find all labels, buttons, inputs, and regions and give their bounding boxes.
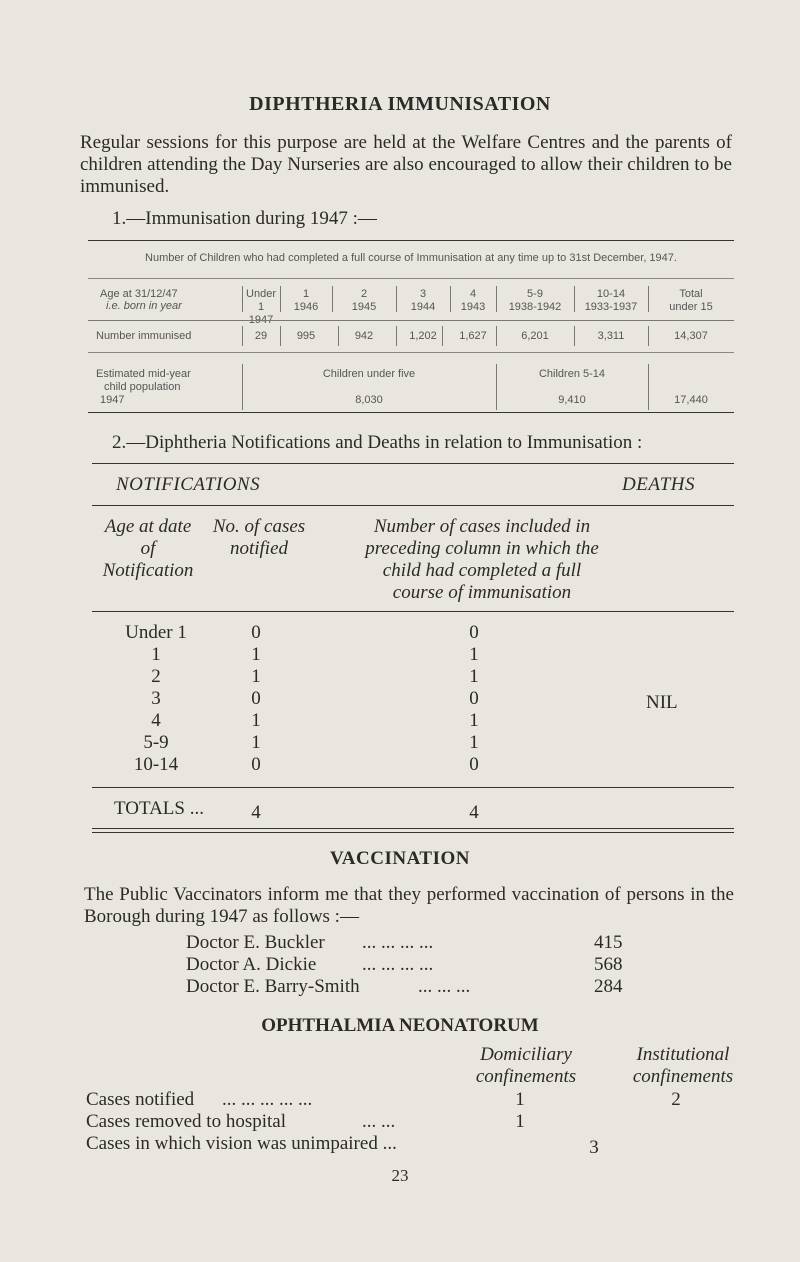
list-item: Doctor E. Buckler ... ... ... ... 415 [186, 932, 623, 953]
domiciliary-header: Domiciliary confinements [475, 1044, 577, 1087]
under-five-value: 8,030 [355, 394, 383, 406]
totals-immunised: 4 [469, 802, 479, 823]
list-item: Doctor E. Barry-Smith ... ... ... 284 [186, 976, 623, 997]
col-cases-header: No. of cases notified [212, 516, 306, 559]
col-age5-9: 5-9 1938-1942 [508, 288, 562, 313]
table-row: Cases notified ... ... ... ... ... 1 2 [86, 1089, 681, 1110]
five-fourteen-value: 9,410 [558, 394, 586, 406]
table-row: 4 1 1 [151, 710, 479, 731]
immunised-under1: 29 [254, 330, 268, 342]
page-title: DIPHTHERIA IMMUNISATION [249, 93, 551, 115]
col-age4: 4 1943 [460, 288, 486, 313]
five-fourteen-label: Children 5-14 [538, 368, 606, 380]
totals-notified: 4 [251, 802, 261, 823]
col-age3: 3 1944 [410, 288, 436, 313]
age-label: Age at 31/12/47 [100, 288, 178, 300]
table-row: Under 1 0 0 [125, 622, 479, 643]
immunised-age1: 995 [296, 330, 316, 342]
section1-heading: 1.—Immunisation during 1947 :— [112, 208, 377, 229]
vaccinators-list [0, 932, 800, 998]
population-label: Estimated mid-year child population 1947 [96, 368, 191, 406]
col-under1: Under 1 1947 [246, 288, 276, 326]
col-immunised-header: Number of cases included in preceding column in which the child had completed a full course of immunisation [365, 516, 599, 603]
immunised-age3: 1,202 [409, 330, 437, 342]
col-age-header: Age at date of Notification [102, 516, 194, 581]
immunised-label: Number immunised [96, 330, 192, 342]
deaths-header: DEATHS [622, 474, 696, 495]
table-row: Cases in which vision was unimpaired ... 3 [86, 1133, 599, 1158]
col-age2: 2 1945 [351, 288, 377, 313]
col-age1: 1 1946 [293, 288, 319, 313]
ophthalmia-rows [0, 1089, 800, 1158]
deaths-value: NIL [646, 692, 678, 713]
section2-heading: 2.—Diphtheria Notifications and Deaths in relation to Immunisation : [112, 432, 643, 453]
table-row: 2 1 1 [151, 666, 479, 687]
totals-label: TOTALS ... [114, 798, 204, 819]
list-item: Doctor A. Dickie ... ... ... ... 568 [186, 954, 623, 975]
under-five-label: Children under five [322, 368, 416, 380]
vaccination-title: VACCINATION [330, 848, 470, 869]
intro-paragraph: Regular sessions for this purpose are held at the Welfare Centres and the parents of children attending the Day Nurseries are also encouraged to allow their children to be immunised. [80, 132, 732, 197]
vaccination-text: The Public Vaccinators inform me that they performed vaccination of persons in the Borough during 1947 as follows :— [84, 884, 734, 927]
immunised-total: 14,307 [674, 330, 708, 342]
born-label: i.e. born in year [106, 300, 182, 312]
population-total: 17,440 [674, 394, 708, 406]
immunised-age5-9: 6,201 [521, 330, 549, 342]
page-number: 23 [391, 1166, 409, 1185]
ophthalmia-title: OPHTHALMIA NEONATORUM [261, 1015, 539, 1036]
table1-caption: Number of Children who had completed a full course of Immunisation at any time up to 31st December, 1947. [145, 252, 677, 264]
immunised-age2: 942 [354, 330, 374, 342]
col-total: Total under 15 [669, 288, 713, 313]
notifications-header: NOTIFICATIONS [116, 474, 261, 495]
col-age10-14: 10-14 1933-1937 [584, 288, 638, 313]
immunised-age4: 1,627 [459, 330, 487, 342]
immunised-age10-14: 3,311 [597, 330, 625, 342]
institutional-header: Institutional confinements [632, 1044, 734, 1087]
table-row: 10-14 0 0 [133, 754, 479, 775]
table-row: 5-9 1 1 [143, 732, 479, 753]
notifications-rows [92, 622, 734, 776]
table-row: 1 1 1 [151, 644, 479, 665]
table-row: 3 0 0 [151, 688, 479, 709]
table-row: Cases removed to hospital ... ... 1 [86, 1111, 525, 1132]
